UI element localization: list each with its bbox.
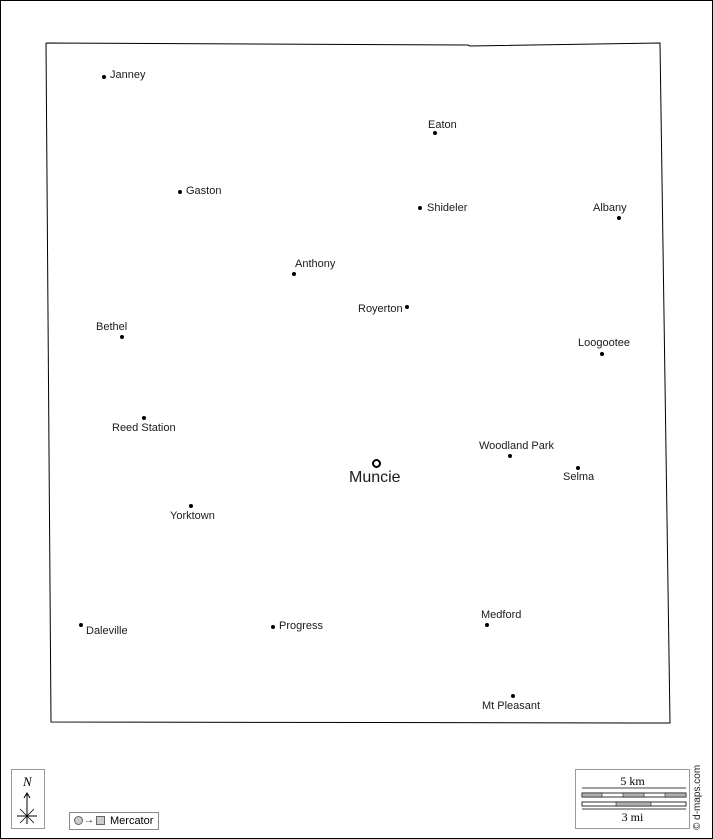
place-marker-yorktown (189, 504, 193, 508)
place-label-albany: Albany (593, 202, 627, 214)
county-boundary (46, 43, 670, 723)
place-label-mt-pleasant: Mt Pleasant (482, 700, 541, 712)
place-marker-selma (576, 466, 580, 470)
scale-mi-label: 3 mi (621, 810, 644, 824)
place-label-janney: Janney (110, 69, 146, 81)
place-marker-royerton (405, 305, 409, 309)
compass-box (11, 769, 45, 829)
compass-north-label: N (23, 774, 32, 789)
place-marker-daleville (79, 623, 83, 627)
place-label-eaton: Eaton (428, 119, 457, 131)
place-label-loogootee: Loogootee (578, 337, 630, 349)
place-marker-mt-pleasant (511, 694, 515, 698)
place-marker-albany (617, 216, 621, 220)
place-marker-muncie (372, 459, 381, 468)
place-marker-progress (271, 625, 275, 629)
place-marker-shideler (418, 206, 422, 210)
projection-arrow: → (84, 815, 94, 826)
place-label-progress: Progress (279, 620, 324, 632)
place-label-royerton: Royerton (358, 303, 403, 315)
projection-box (69, 812, 159, 830)
place-label-reed-station: Reed Station (112, 422, 176, 434)
globe-circle-icon (74, 816, 83, 825)
scale-box (575, 769, 690, 829)
place-marker-janney (102, 75, 106, 79)
place-label-medford: Medford (481, 609, 522, 621)
place-marker-reed-station (142, 416, 146, 420)
place-label-woodland-park: Woodland Park (479, 440, 555, 452)
compass-rose-icon (12, 770, 44, 828)
place-label-gaston: Gaston (186, 185, 222, 197)
place-label-muncie: Muncie (349, 469, 401, 486)
projection-label: Mercator (110, 815, 154, 827)
place-label-selma: Selma (563, 471, 595, 483)
scale-mi-bar (582, 802, 686, 806)
place-marker-woodland-park (508, 454, 512, 458)
place-marker-anthony (292, 272, 296, 276)
place-marker-medford (485, 623, 489, 627)
place-label-daleville: Daleville (86, 625, 128, 637)
place-marker-bethel (120, 335, 124, 339)
scale-km-label: 5 km (620, 774, 645, 788)
place-label-bethel: Bethel (96, 321, 128, 333)
credit-text[interactable]: © d-maps.com (692, 764, 703, 830)
place-marker-gaston (178, 190, 182, 194)
place-label-anthony: Anthony (295, 258, 336, 270)
place-marker-loogootee (600, 352, 604, 356)
place-label-shideler: Shideler (427, 202, 468, 214)
flat-square-icon (96, 816, 105, 825)
place-label-yorktown: Yorktown (170, 510, 215, 522)
scale-km-bar (582, 793, 686, 797)
